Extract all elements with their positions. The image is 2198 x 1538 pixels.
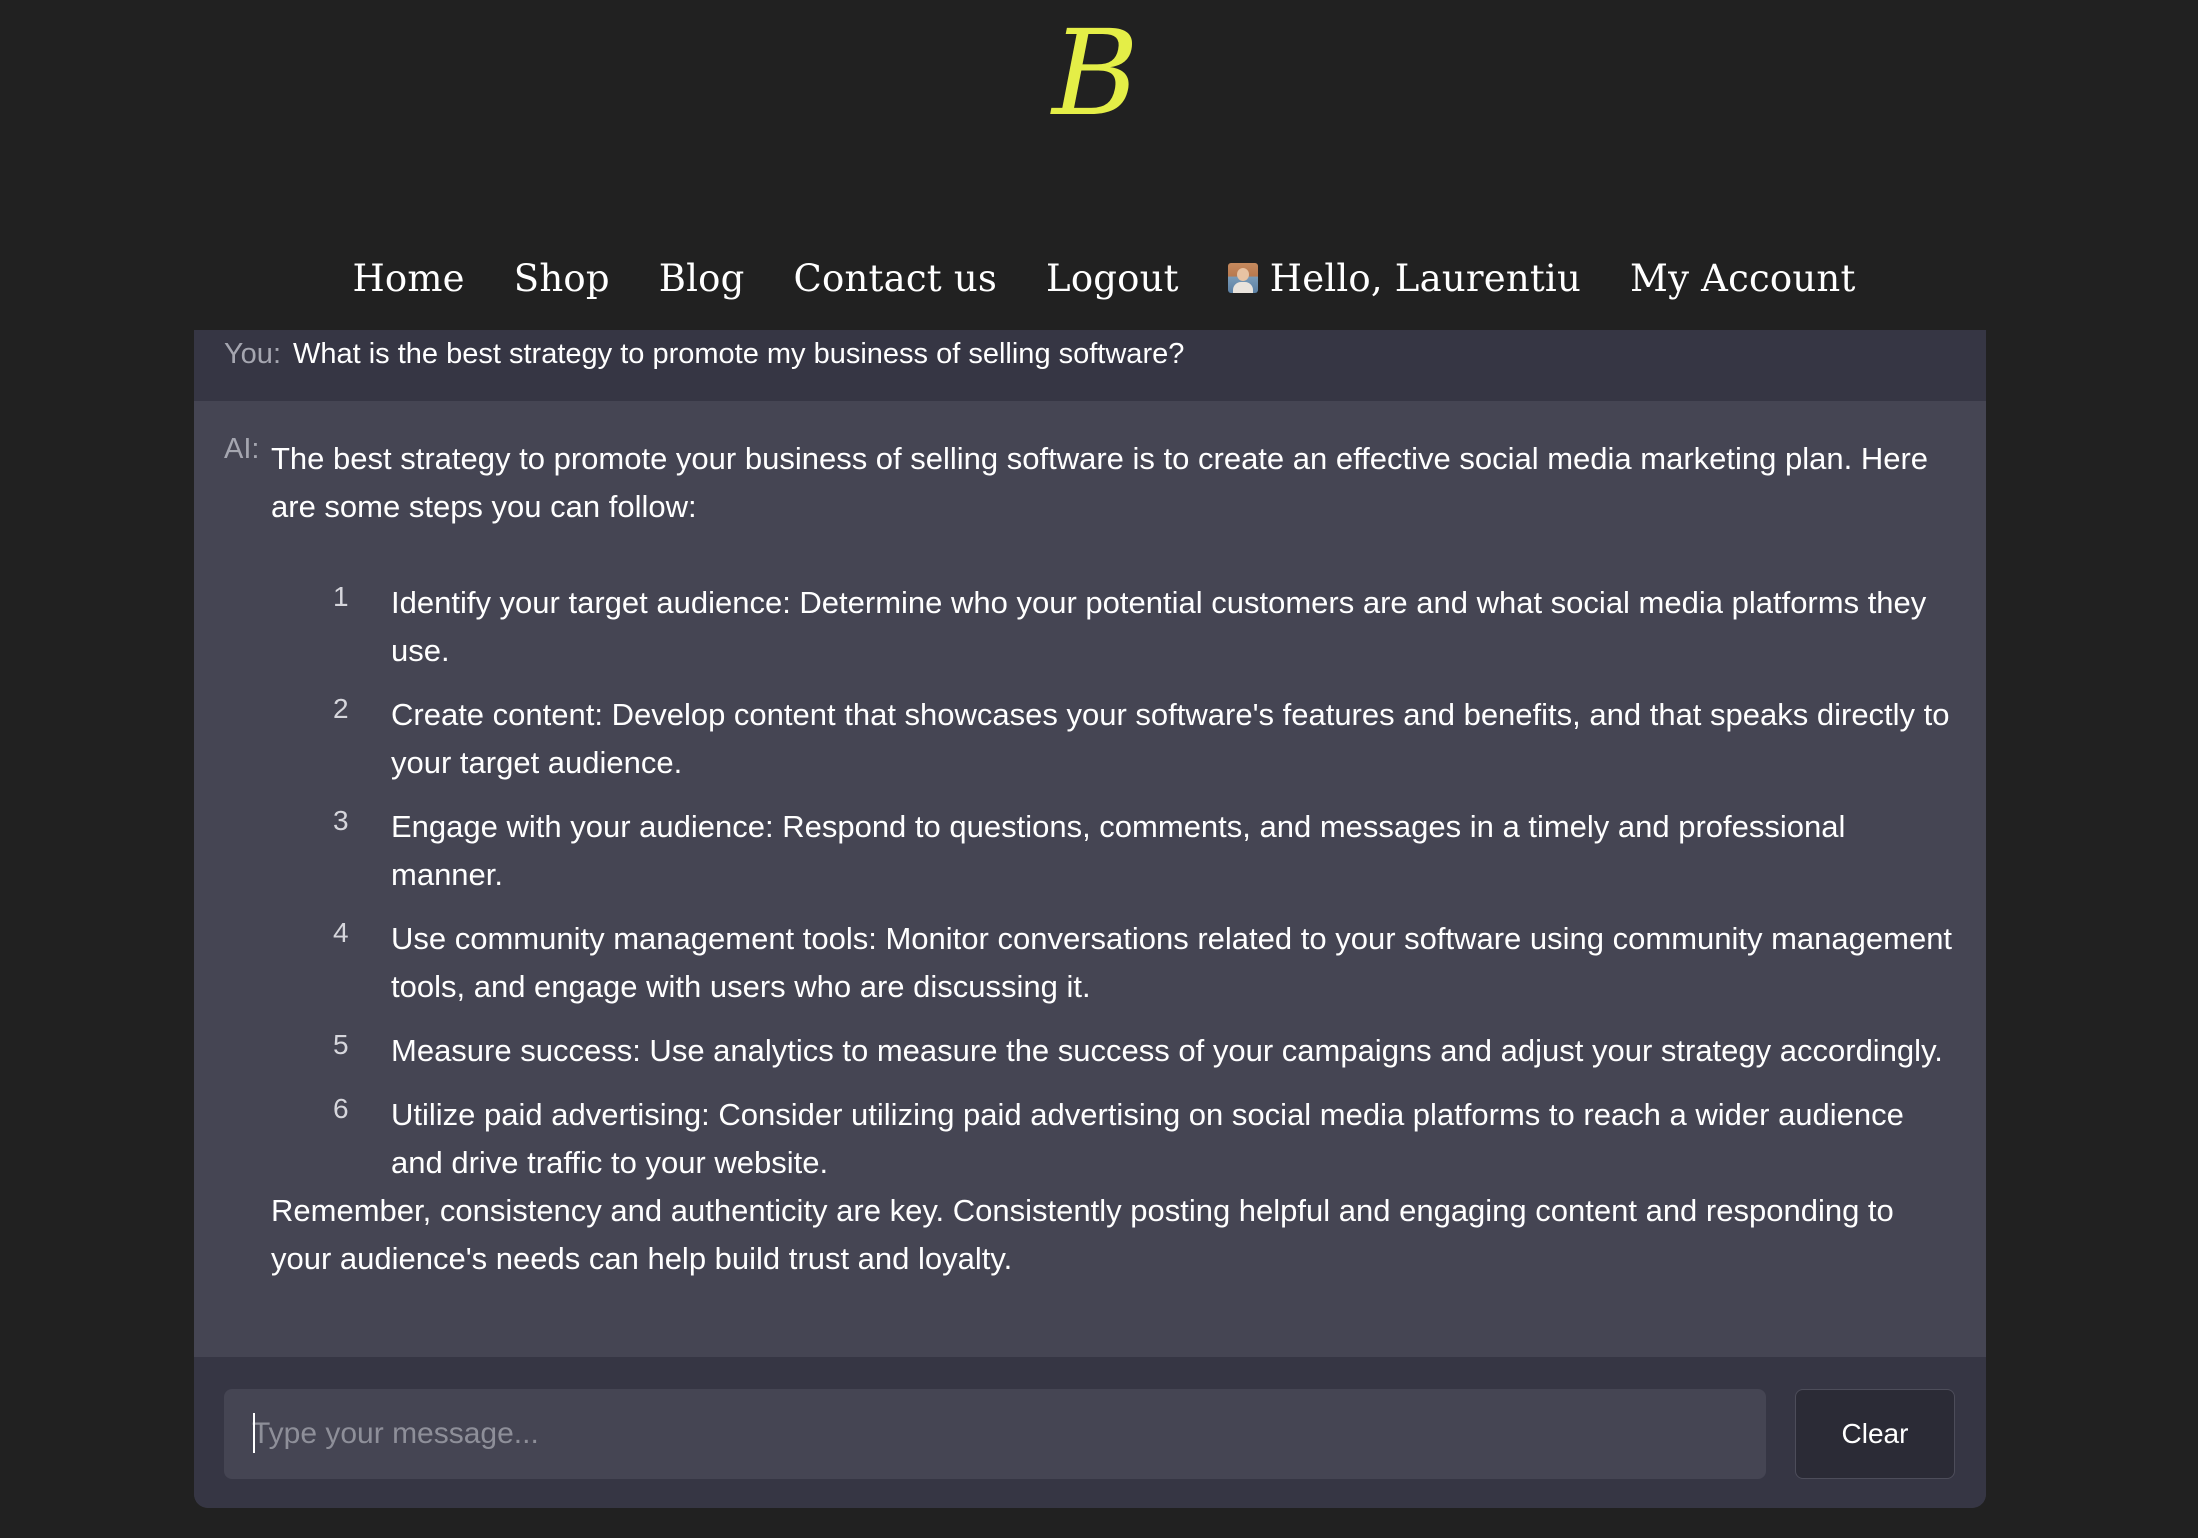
list-item	[271, 1091, 1961, 1187]
list-item-text: Engage with your audience: Respond to questions, comments, and messages in a timely and professional manner.	[391, 809, 1846, 892]
ai-message	[194, 401, 1986, 1357]
list-item-number: 1	[333, 581, 349, 612]
message-input[interactable]	[224, 1389, 1766, 1479]
site-logo[interactable]: B	[1052, 4, 1139, 142]
nav-blog[interactable]: Blog	[658, 256, 745, 300]
nav-contact[interactable]: Contact us	[793, 256, 998, 300]
chat-panel	[194, 330, 1986, 1508]
list-item-text: Measure success: Use analytics to measure the success of your campaigns and adjust your strategy accordingly.	[391, 1033, 1943, 1068]
user-avatar-icon	[1228, 263, 1258, 293]
list-item	[271, 803, 1961, 899]
list-item-number: 4	[333, 917, 349, 948]
nav-shop[interactable]: Shop	[513, 256, 610, 300]
list-item	[271, 1027, 1961, 1075]
user-sender-label: You:	[224, 338, 281, 370]
nav-my-account[interactable]: My Account	[1630, 256, 1856, 300]
list-item	[271, 915, 1961, 1011]
greeting-label: Hello, Laurentiu	[1269, 256, 1581, 300]
list-item	[271, 579, 1961, 675]
composer	[194, 1357, 1986, 1508]
list-item-text: Utilize paid advertising: Consider utilizing paid advertising on social media platforms to reach a wider audience and drive traffic to your website.	[391, 1097, 1904, 1180]
user-message-text: What is the best strategy to promote my business of selling software?	[293, 338, 1185, 370]
list-item-text: Use community management tools: Monitor conversations related to your software using community management tools, and engage with users who are discussing it.	[391, 921, 1953, 1004]
clear-button[interactable]: Clear	[1795, 1389, 1955, 1479]
nav-home[interactable]: Home	[352, 256, 465, 300]
main-nav	[0, 246, 2198, 310]
text-caret	[253, 1413, 255, 1453]
list-item-text: Create content: Develop content that showcases your software's features and benefits, and that speaks directly to your target audience.	[391, 697, 1950, 780]
list-item-text: Identify your target audience: Determine who your potential customers are and what social media platforms they use.	[391, 585, 1927, 668]
list-item-number: 2	[333, 693, 349, 724]
list-item-number: 5	[333, 1029, 349, 1060]
list-item-number: 3	[333, 805, 349, 836]
ai-message-body	[271, 435, 1961, 1283]
ai-outro: Remember, consistency and authenticity are key. Consistently posting helpful and engaging content and responding to your audience's needs can help build trust and loyalty.	[271, 1193, 1894, 1276]
nav-logout[interactable]: Logout	[1046, 256, 1179, 300]
ai-steps-list	[271, 579, 1961, 1187]
nav-greeting[interactable]	[1228, 257, 1581, 300]
list-item-number: 6	[333, 1093, 349, 1124]
ai-sender-label: AI:	[224, 433, 260, 465]
user-message	[194, 330, 1986, 401]
list-item	[271, 691, 1961, 787]
ai-intro: The best strategy to promote your business of selling software is to create an effective social media marketing plan. Here are some steps you can follow:	[271, 441, 1929, 524]
